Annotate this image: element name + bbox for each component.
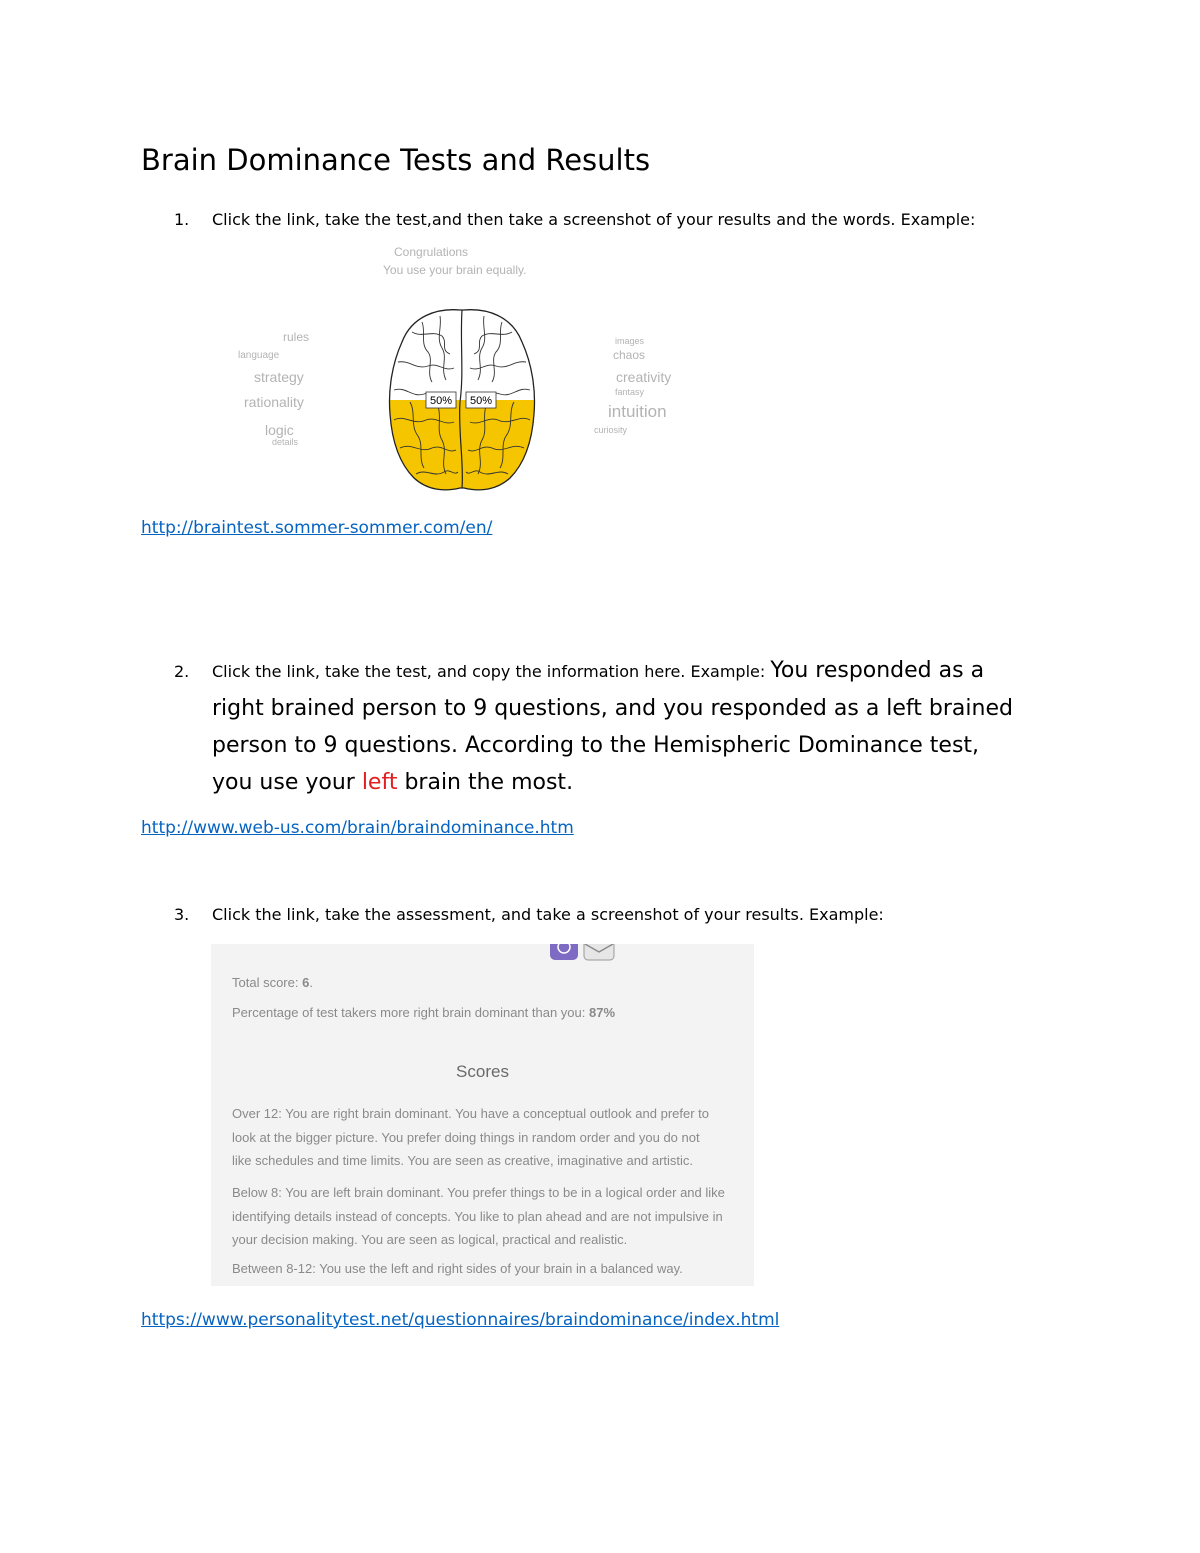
step-1-number: 1. — [174, 210, 190, 229]
right-word: chaos — [613, 348, 646, 362]
step-2-number: 2. — [174, 662, 190, 681]
left-word: rules — [283, 330, 310, 344]
example-line-3: person to 9 questions. According to the Hemispheric Dominance test, — [212, 733, 980, 758]
example-line-4-end: brain the most. — [397, 770, 574, 795]
page-title: Brain Dominance Tests and Results — [141, 143, 651, 177]
web-us-link[interactable]: http://www.web-us.com/brain/braindominance.htm — [141, 818, 574, 838]
left-word: rationality — [244, 394, 304, 410]
right-word: curiosity — [594, 425, 628, 435]
example-line-2: right brained person to 9 questions, and you responded as a left brained — [212, 696, 1013, 721]
viber-icon — [550, 944, 578, 960]
total-score: Total score: 6. — [232, 975, 313, 990]
step-2-intro: Click the link, take the test, and copy the information here. Example: — [212, 662, 771, 681]
percentage-line: Percentage of test takers more right brain dominant than you: 87% — [232, 1005, 616, 1020]
brain-illustration — [382, 302, 542, 497]
step-3-number: 3. — [174, 905, 190, 924]
personalitytest-link[interactable]: https://www.personalitytest.net/questionnaires/braindominance/index.html — [141, 1310, 780, 1330]
left-word: details — [272, 437, 299, 447]
step-1-text: Click the link, take the test,and then take a screenshot of your results and the words. Example: — [212, 210, 976, 229]
personality-test-result-screenshot — [211, 944, 754, 1286]
right-word: creativity — [616, 369, 672, 385]
congrats-text: Congrulations — [394, 245, 469, 259]
scores-heading: Scores — [456, 1062, 509, 1081]
right-word: images — [615, 336, 645, 346]
left-word: strategy — [254, 369, 304, 385]
step-2-instruction — [174, 652, 1074, 801]
braintest-link[interactable]: http://braintest.sommer-sommer.com/en/ — [141, 518, 493, 538]
right-word: fantasy — [615, 387, 645, 397]
example-line-4 — [174, 764, 1074, 801]
highlight-left-word: left — [361, 770, 398, 795]
step-3-instruction — [174, 905, 884, 924]
left-word: language — [238, 350, 280, 361]
below-8-paragraph: Below 8: You are left brain dominant. You prefer things to be in a logical order and like identifying details instead of concepts. You like to plan ahead and are not impulsive in your decision making. You are seen as logical, practical and realistic. — [232, 1185, 725, 1247]
left-word: logic — [265, 422, 294, 438]
left-percentage: 50% — [429, 395, 453, 407]
right-word: intuition — [608, 402, 667, 421]
result-subtitle: You use your brain equally. — [383, 263, 527, 277]
step-1-instruction — [174, 210, 975, 229]
right-percentage: 50% — [469, 395, 493, 407]
share-icons — [548, 944, 618, 962]
example-line-1: You responded as a — [770, 658, 985, 683]
over-12-paragraph: Over 12: You are right brain dominant. You have a conceptual outlook and prefer to look at the bigger picture. You prefer doing things in random order and you do not like schedules and time limits. You are seen as creative, imaginative and artistic. — [232, 1106, 710, 1168]
between-paragraph: Between 8-12: You use the left and right sides of your brain in a balanced way. — [232, 1261, 683, 1276]
step-3-text: Click the link, take the assessment, and take a screenshot of your results. Example: — [212, 905, 884, 924]
example-line-4-start: you use your — [212, 770, 362, 795]
brain-test-result-screenshot — [232, 242, 692, 497]
